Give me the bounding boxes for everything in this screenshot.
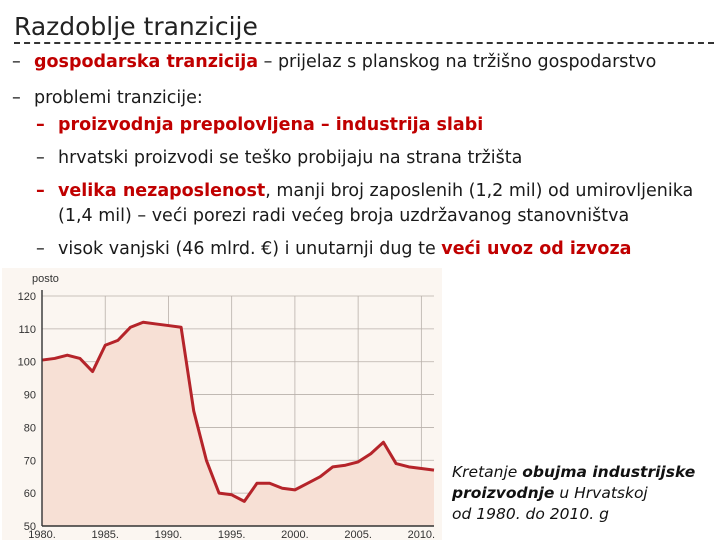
subbullet-unemployment (36, 181, 693, 201)
x-tick-label: 1990. (154, 529, 183, 540)
bullet-dash: – (36, 115, 45, 135)
x-tick-label: 1985. (91, 529, 119, 540)
caption-text: u Hrvatskoj (554, 484, 648, 502)
y-axis-label: posto (32, 273, 59, 285)
y-tick-label: 60 (23, 488, 36, 501)
bullet-transition-problems (12, 88, 203, 108)
subbullet-debt (36, 239, 631, 259)
industrial-production-chart (2, 268, 442, 540)
y-tick-label: 120 (17, 291, 36, 303)
chart-caption (452, 462, 720, 525)
x-tick-label: 1980. (28, 529, 56, 540)
y-tick-label: 100 (17, 356, 36, 369)
y-tick-label: 80 (23, 422, 36, 435)
bullet-dash: – (36, 239, 45, 259)
caption-bold: obujma industrijske proizvodnje (452, 463, 696, 502)
x-tick-label: 2010. (407, 529, 436, 540)
caption-years: od 1980. do 2010. g (452, 505, 609, 523)
y-tick-label: 70 (23, 455, 36, 468)
y-tick-label: 90 (23, 389, 36, 402)
bullet-dash: – (12, 52, 21, 72)
caption-text: Kretanje (452, 463, 523, 481)
subbullet-production-halved (36, 115, 483, 135)
subbullet-text: proizvodnja prepolovljena – industrija slabi (58, 115, 484, 135)
term-imports-exceed-exports: veći uvoz od izvoza (441, 239, 632, 259)
subbullet-text: , manji broj zaposlenih (1,2 mil) od umirovljenika (265, 181, 694, 201)
y-tick-label: 50 (23, 521, 36, 533)
subbullet-text: visok vanjski (46 mlrd. €) i unutarnji dug te (58, 239, 442, 259)
bullet-text: – prijelaz s planskog na tržišno gospodarstvo (258, 52, 657, 72)
subbullet-foreign-markets (36, 148, 522, 168)
x-tick-label: 1995. (217, 529, 246, 540)
slide-title: Razdoblje tranzicije (14, 12, 258, 41)
term-unemployment: velika nezaposlenost (58, 181, 266, 201)
bullet-dash: – (36, 148, 45, 168)
subbullet-text: hrvatski proizvodi se teško probijaju na strana tržišta (58, 148, 523, 168)
y-tick-label: 110 (18, 323, 36, 336)
bullet-dash: – (12, 88, 21, 108)
bullet-text: problemi tranzicije: (34, 88, 203, 108)
x-tick-label: 2000. (281, 529, 309, 540)
subbullet-unemployment-line2: (1,4 mil) – veći porezi radi većeg broja uzdržavanog stanovništva (58, 206, 630, 226)
title-divider (14, 42, 714, 44)
bullet-dash: – (36, 181, 45, 201)
bullet-economic-transition (12, 52, 656, 72)
term-economic-transition: gospodarska tranzicija (34, 52, 259, 72)
x-tick-label: 2005. (344, 529, 372, 540)
